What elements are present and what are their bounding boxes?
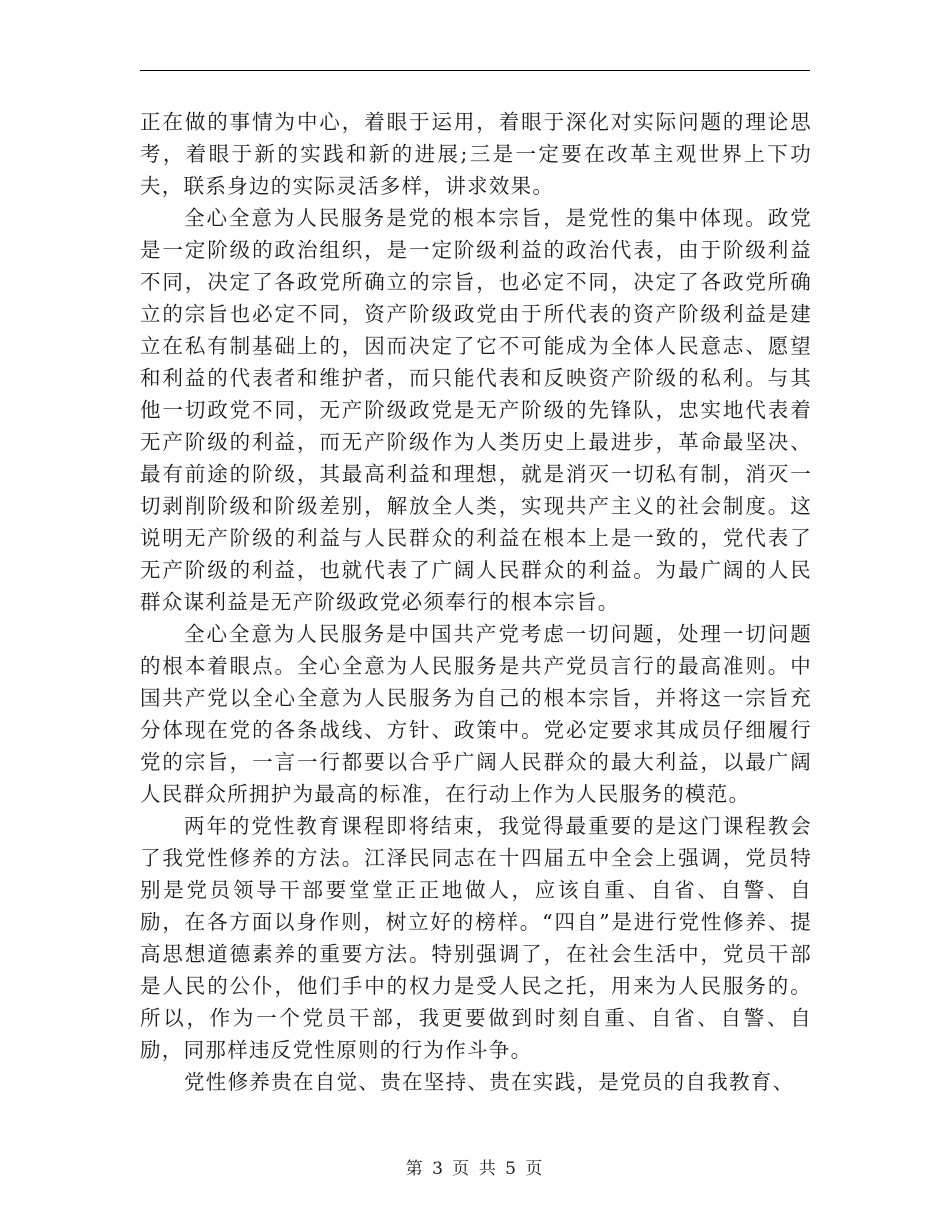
paragraph-party-purpose: 全心全意为人民服务是党的根本宗旨，是党性的集中体现。政党是一定阶级的政治组织，是一定阶级利益的政治代表，由于阶级利益不同，决定了各政党所确立的宗旨，也必定不同，决定了各政党所确立的宗旨也必定不同，资产阶级政党由于所代表的资产阶级利益是建立在私有制基础上的，因而决定了它不可能成为全体人民意志、愿望和利益的代表者和维护者，而只能代表和反映资产阶级的私利。与其他一切政党不同，无产阶级政党是无产阶级的先锋队，忠实地代表着无产阶级的利益，而无产阶级作为人类历史上最进步，革命最坚决、最有前途的阶级，其最高利益和理想，就是消灭一切私有制，消灭一切剥削阶级和阶级差别，解放全人类，实现共产主义的社会制度。这说明无产阶级的利益与人民群众的利益在根本上是一致的，党代表了无产阶级的利益，也就代表了广阔人民群众的利益。为最广阔的人民群众谋利益是无产阶级政党必须奉行的根本宗旨。 xyxy=(140,206,812,614)
paragraph-serve-people: 全心全意为人民服务是中国共产党考虑一切问题，处理一切问题的根本着眼点。全心全意为人民服务是共产党员言行的最高准则。中国共产党以全心全意为人民服务为自己的根本宗旨，并将这一宗旨充分体现在党的各条战线、方针、政策中。党必定要求其成员仔细履行党的宗旨，一言一行都要以合乎广阔人民群众的最大利益，以最广阔人民群众所拥护为最高的标准，在行动上作为人民服务的模范。 xyxy=(140,622,812,806)
paragraph-continuation: 正在做的事情为中心，着眼于运用，着眼于深化对实际问题的理论思考，着眼于新的实践和新的进展;三是一定要在改革主观世界上下功夫，联系身边的实际灵活多样，讲求效果。 xyxy=(140,110,812,198)
header-rule xyxy=(140,70,810,71)
page-number-footer: 第 3 页 共 5 页 xyxy=(405,1159,545,1179)
paragraph-education-course: 两年的党性教育课程即将结束，我觉得最重要的是这门课程教会了我党性修养的方法。江泽民同志在十四届五中全会上强调，党员特别是党员领导干部要堂堂正正地做人，应该自重、自省、自警、自励，在各方面以身作则，树立好的榜样。“四自”是进行党性修养、提高思想道德素养的重要方法。特别强调了，在社会生活中，党员干部是人民的公仆，他们手中的权力是受人民之托，用来为人民服务的。所以，作为一个党员干部，我更要做到时刻自重、自省、自警、自励，同那样违反党性原则的行为作斗争。 xyxy=(140,814,812,1062)
document-body xyxy=(140,106,812,1098)
paragraph-self-cultivation: 党性修养贵在自觉、贵在坚持、贵在实践，是党员的自我教育、 xyxy=(184,1070,795,1094)
